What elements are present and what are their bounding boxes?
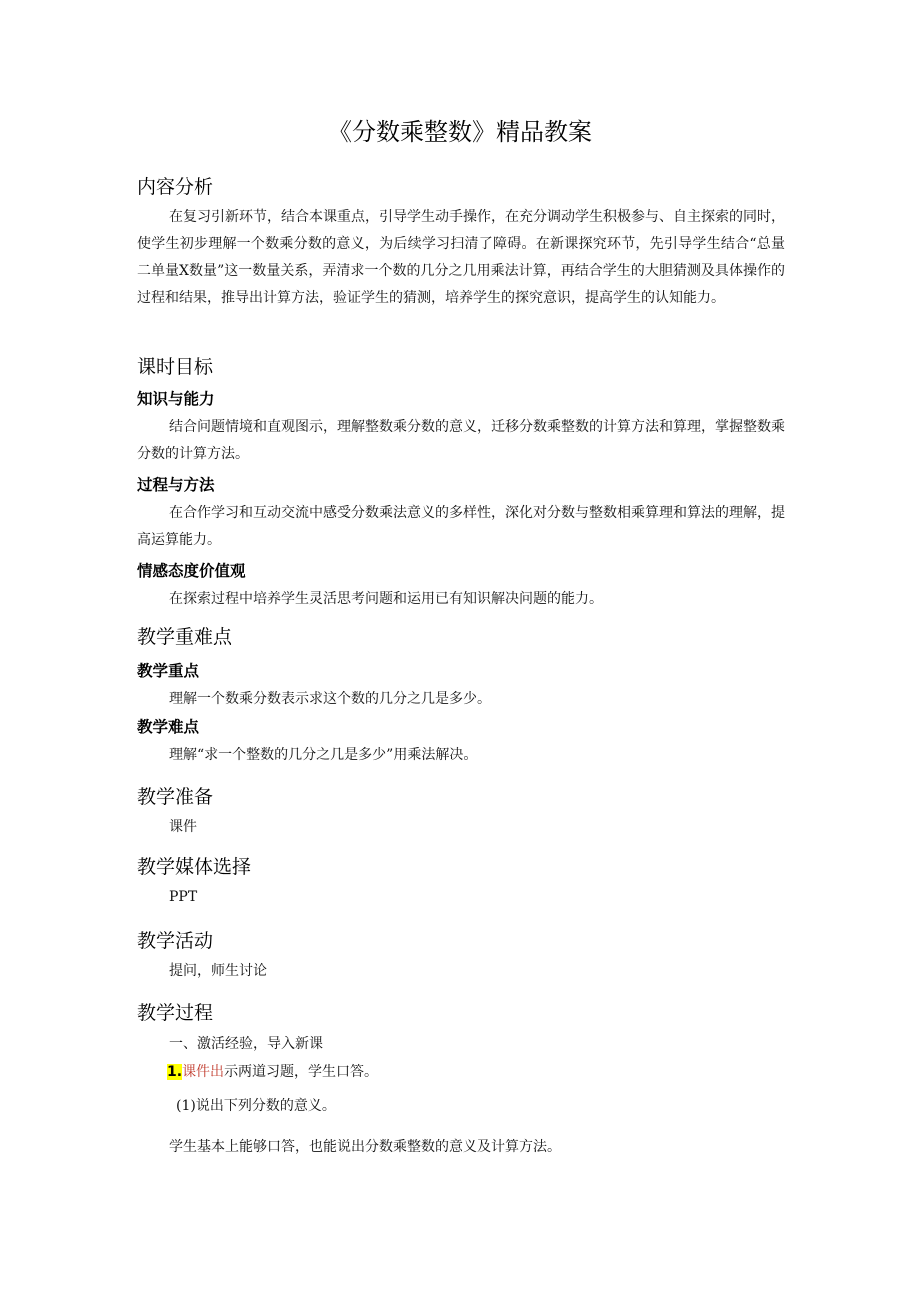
process-item-1 [167,1061,378,1083]
subheading-difficulty: 教学难点 [137,718,200,736]
heading-media: 教学媒体选择 [137,856,252,878]
heading-preparation: 教学准备 [137,786,214,808]
paragraph-attitude: 在探索过程中培养学生灵活思考问题和运用已有知识解决问题的能力。 [169,591,603,607]
subheading-knowledge: 知识与能力 [137,390,215,408]
paragraph-focus: 理解一个数乘分数表示求这个数的几分之几是多少。 [169,691,491,707]
item-text: 示两道习题，学生口答。 [224,1064,379,1080]
paragraph-content-analysis: 在复习引新环节，结合本课重点，引导学生动手操作，在充分调动学生积极参与、自主探索的同时，使学生初步理解一个数乘分数的意义，为后续学习扫清了障碍。在新课探究环节，先引导学生结合“总量二单量X数量”这一数量关系，弄清求一个数的几分之几用乘法计算，再结合学生的大胆猜测及具体操作的过程和结果，推导出计算方法，验证学生的猜测，培养学生的探究意识，提高学生的认知能力。 [137,209,785,306]
subheading-attitude: 情感态度价值观 [137,562,246,580]
heading-process: 教学过程 [137,1002,214,1024]
paragraph-difficulty: 理解“求一个整数的几分之几是多少”用乘法解决。 [169,747,478,763]
paragraph-media: PPT [169,889,198,905]
heading-activity: 教学活动 [137,930,214,952]
item-red-text: 课件出 [182,1064,225,1080]
subheading-focus: 教学重点 [137,662,200,680]
heading-key-points: 教学重难点 [137,626,233,648]
process-step-1: 一、激活经验，导入新课 [169,1036,323,1052]
process-sub-item-1: (1)说出下列分数的意义。 [176,1098,336,1114]
paragraph-activity: 提问，师生讨论 [169,963,267,979]
heading-content-analysis: 内容分析 [137,176,214,198]
paragraph-process-method: 在合作学习和互动交流中感受分数乘法意义的多样性，深化对分数与整数相乘算理和算法的理解，提高运算能力。 [137,505,785,548]
subheading-process-method: 过程与方法 [137,476,215,494]
document-title: 《分数乘整数》精品教案 [328,118,592,146]
paragraph-knowledge: 结合问题情境和直观图示，理解整数乘分数的意义，迁移分数乘整数的计算方法和算理，掌握整数乘分数的计算方法。 [137,419,785,462]
item-number-highlight: 1. [167,1064,183,1080]
process-summary: 学生基本上能够口答，也能说出分数乘整数的意义及计算方法。 [169,1139,561,1155]
heading-objectives: 课时目标 [137,356,214,378]
paragraph-preparation: 课件 [169,819,197,835]
